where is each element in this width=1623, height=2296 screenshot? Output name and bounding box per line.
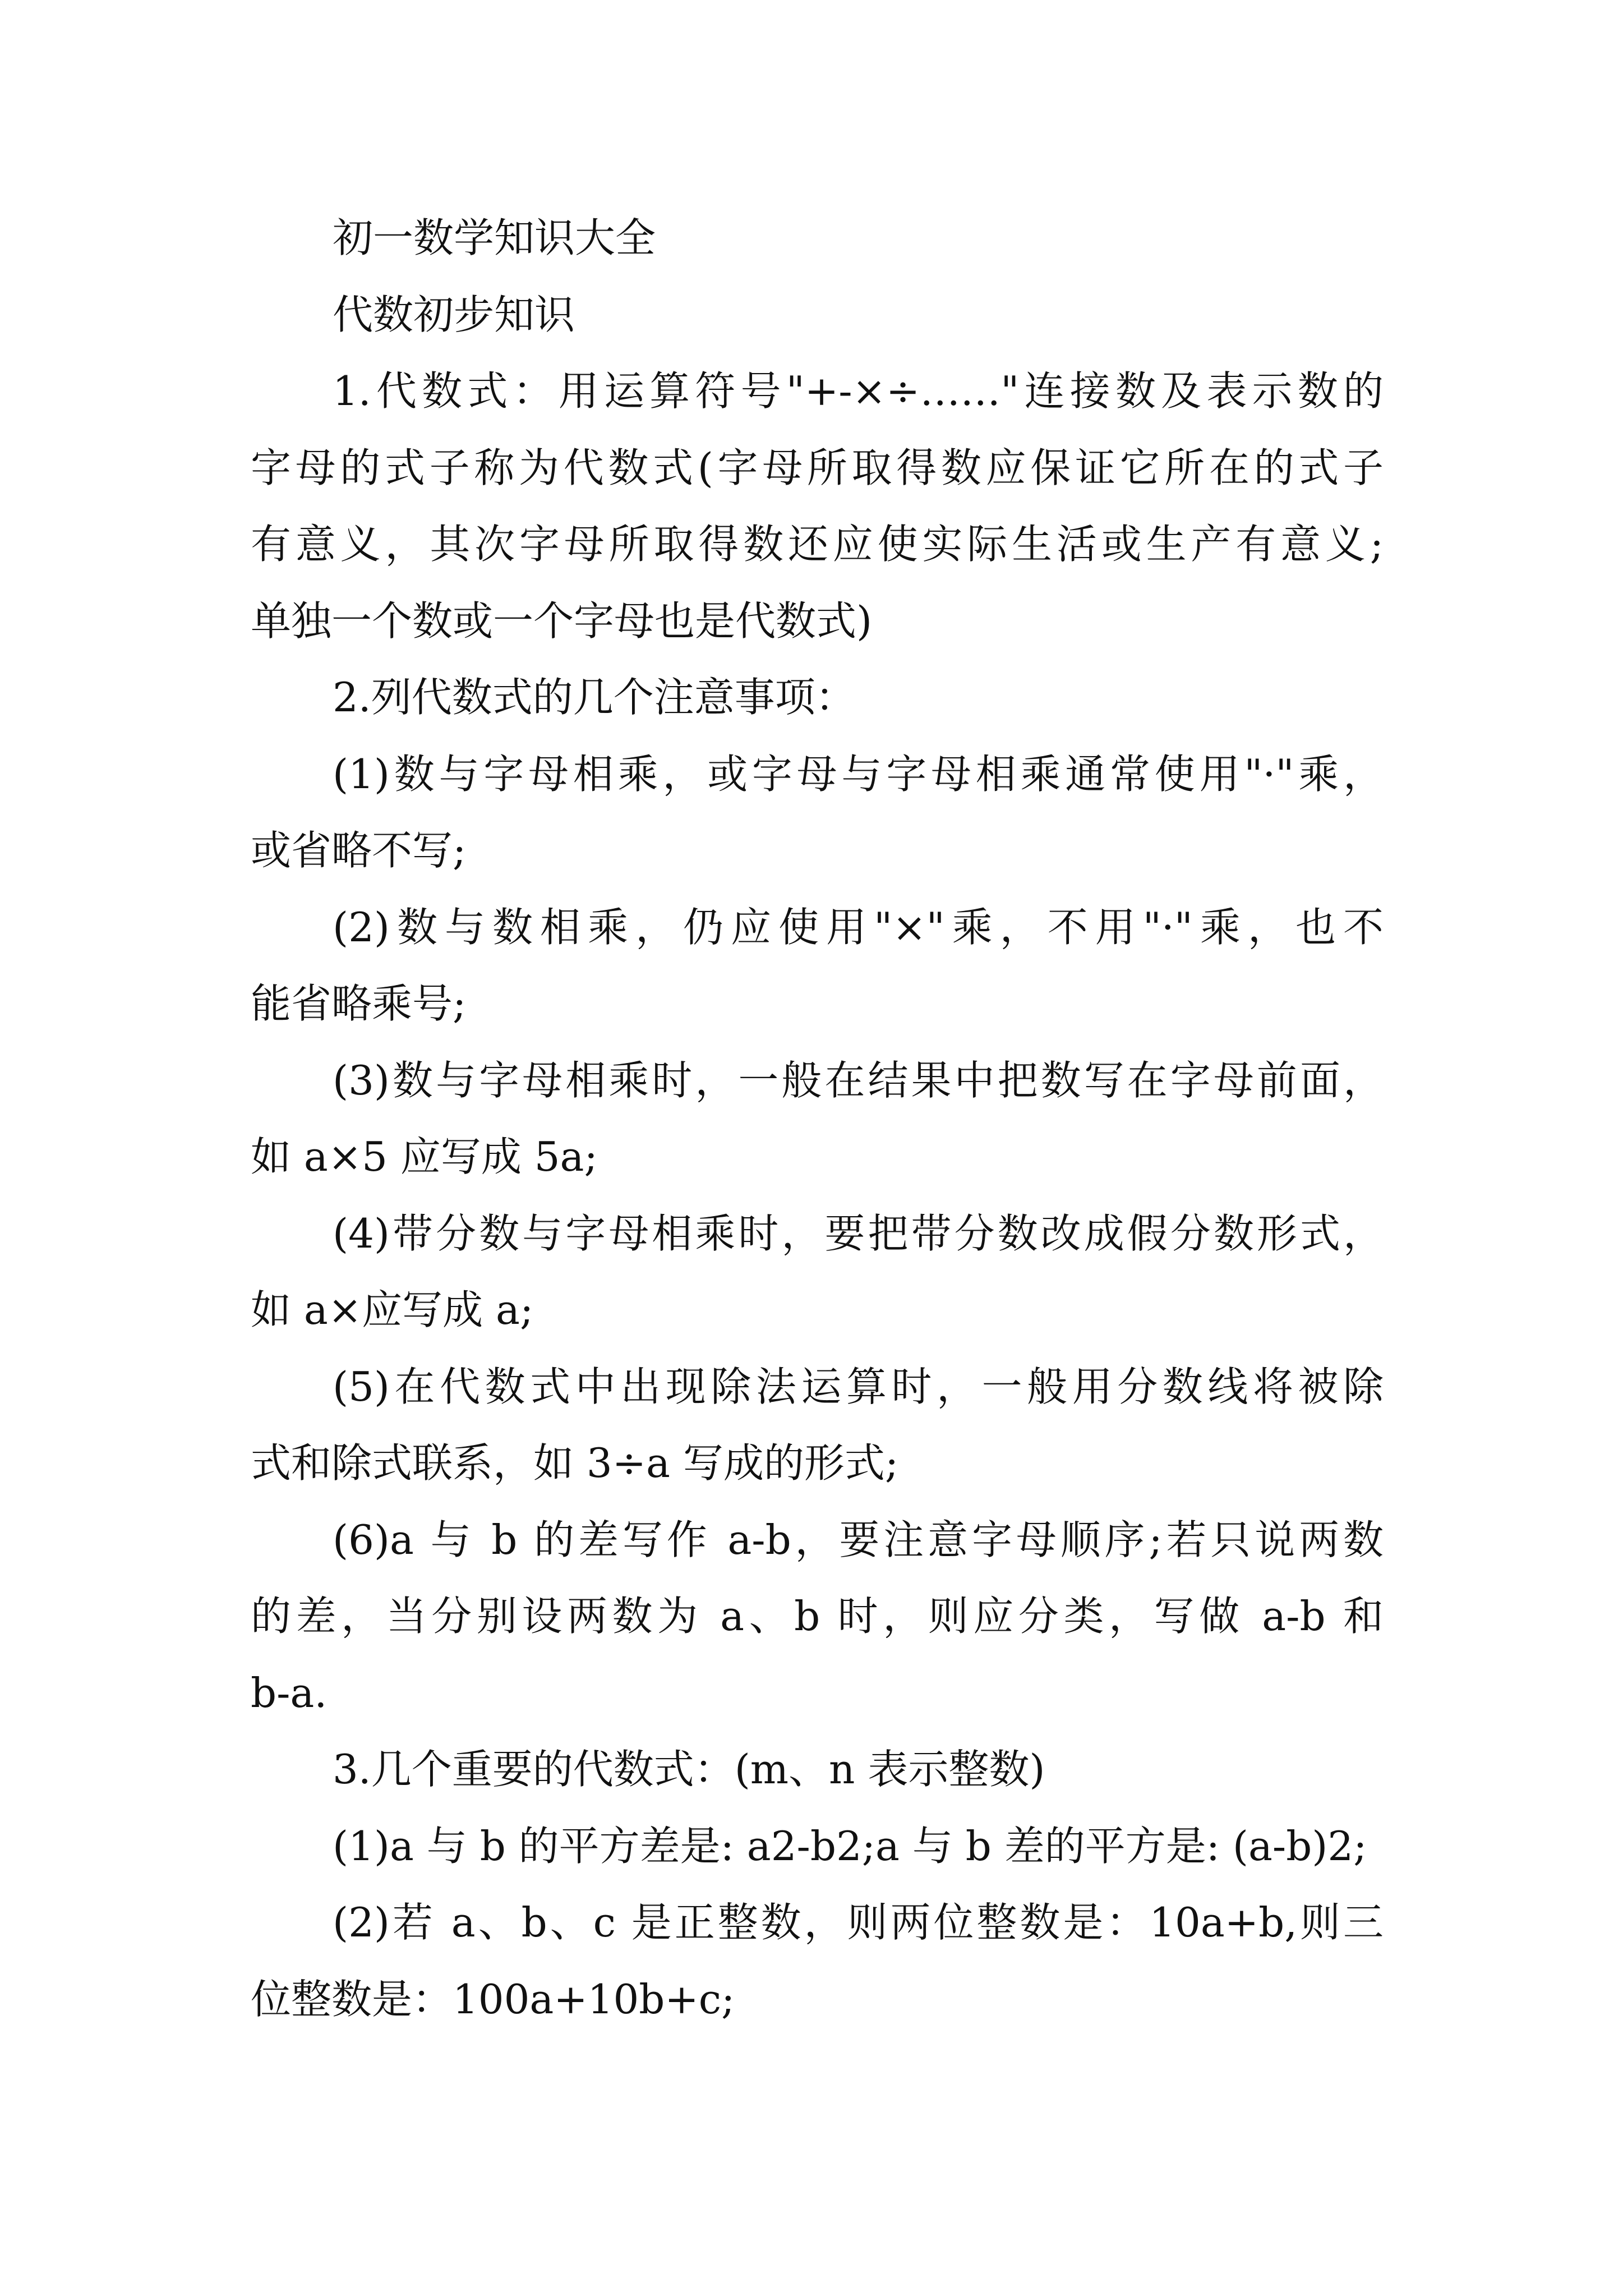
- paragraph-line: (2)若 a、b、c 是正整数，则两位整数是：10a+b,则三: [333, 1899, 1384, 1946]
- item-2-sub-1: [251, 736, 1384, 889]
- paragraph-line: (3)数与字母相乘时，一般在结果中把数写在字母前面，: [333, 1056, 1384, 1104]
- paragraph-line: 如 a×应写成 a;: [251, 1286, 534, 1333]
- paragraph-line: 如 a×5 应写成 5a;: [251, 1133, 598, 1180]
- paragraph-line: (6)a 与 b 的差写作 a-b，要注意字母顺序;若只说两数: [333, 1516, 1384, 1563]
- paragraph-line: (5)在代数式中出现除法运算时，一般用分数线将被除: [333, 1363, 1384, 1410]
- paragraph-line: (4)带分数与字母相乘时，要把带分数改成假分数形式，: [333, 1209, 1384, 1257]
- item-2-sub-5: [251, 1349, 1384, 1502]
- paragraph-line: 或省略不写;: [251, 827, 467, 874]
- item-2-heading: 2.列代数式的几个注意事项：: [333, 674, 856, 721]
- paragraph-line: 的差，当分别设两数为 a、b 时，则应分类，写做 a-b 和: [251, 1593, 1384, 1640]
- paragraph-line: 有意义，其次字母所取得数还应使实际生活或生产有意义;: [251, 521, 1384, 568]
- paragraph-line: 位整数是：100a+10b+c;: [251, 1975, 735, 2023]
- paragraph-line: 式和除式联系，如 3÷a 写成的形式;: [251, 1439, 899, 1487]
- item-3-sub-1: [251, 1808, 1384, 1885]
- paragraph-line: 单独一个数或一个字母也是代数式): [251, 597, 873, 645]
- item-3-sub-2: [251, 1884, 1384, 2037]
- item-2-sub-2: [251, 889, 1384, 1042]
- item-2-sub-3: [251, 1042, 1384, 1195]
- paragraph-line: (1)a 与 b 的平方差是: a2-b2;a 与 b 差的平方是: (a-b)2;: [333, 1822, 1367, 1870]
- paragraph-line: (2)数与数相乘，仍应使用"×"乘，不用"·"乘，也不: [333, 903, 1384, 951]
- paragraph-line: 能省略乘号;: [251, 980, 467, 1027]
- section-heading: 代数初步知识: [333, 291, 575, 338]
- paragraph-line: b-a.: [251, 1669, 328, 1717]
- document-title: 初一数学知识大全: [333, 214, 656, 261]
- paragraph-line: (1)数与字母相乘，或字母与字母相乘通常使用"·"乘，: [333, 750, 1384, 798]
- paragraph-line: 1.代数式：用运算符号"+-×÷……"连接数及表示数的: [333, 367, 1384, 415]
- document-body: [251, 200, 1384, 2037]
- paragraph-line: 字母的式子称为代数式(字母所取得数应保证它所在的式子: [251, 444, 1384, 491]
- item-3-heading: 3.几个重要的代数式：(m、n 表示整数): [333, 1746, 1045, 1793]
- paragraph-item-1: [251, 353, 1384, 659]
- item-2-sub-4: [251, 1195, 1384, 1349]
- item-2-sub-6: [251, 1502, 1384, 1732]
